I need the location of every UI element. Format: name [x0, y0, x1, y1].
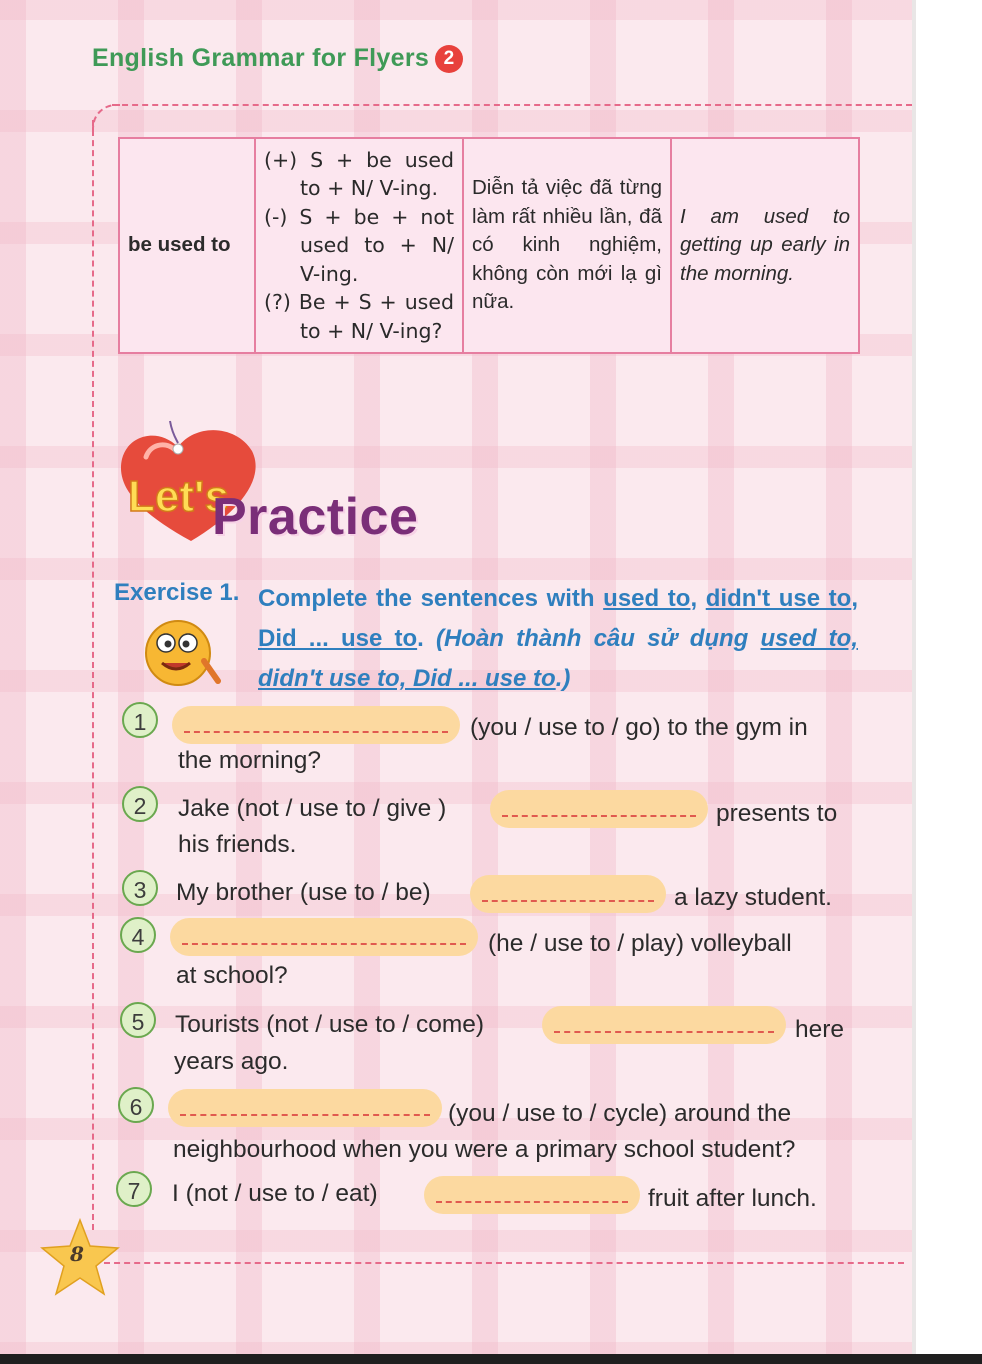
- term-cell: be used to: [119, 138, 255, 353]
- answer-blank-1[interactable]: [172, 706, 460, 744]
- question-text: My brother (use to / be): [176, 879, 431, 906]
- exercise-instruction: [258, 579, 858, 699]
- lets-text: Let's: [128, 472, 229, 521]
- question-text-cont: years ago.: [174, 1048, 289, 1075]
- frame-top-border: [112, 104, 912, 106]
- page-edge: [912, 0, 916, 1364]
- question-text: fruit after lunch.: [648, 1185, 817, 1212]
- question-text: I (not / use to / eat): [172, 1180, 378, 1207]
- question-text-cont: the morning?: [178, 747, 322, 774]
- book-title: English Grammar for Flyers: [92, 44, 430, 72]
- option-did-use-to: Did ... use to: [258, 625, 418, 652]
- question-text: here: [795, 1016, 845, 1043]
- question-text: a lazy student.: [674, 884, 832, 911]
- vietnamese-options: used to, didn't use to, Did ... use to: [258, 625, 858, 692]
- answer-blank-5[interactable]: [542, 1006, 786, 1044]
- meaning-cell: Diễn tả việc đã từng làm rất nhiều lần, đã có kinh nghiệm, không còn mới lạ gì nữa.: [463, 138, 671, 353]
- grammar-table: [118, 137, 860, 354]
- question-number: 5: [120, 1002, 156, 1038]
- instruction-text: Complete the sentences with: [258, 585, 604, 612]
- vietnamese-instruction: (Hoàn thành câu sử dụng: [435, 625, 761, 652]
- question-text: (he / use to / play) volleyball: [488, 930, 792, 957]
- scan-bottom-edge: [0, 1354, 982, 1364]
- question-text-cont: neighbourhood when you were a primary school student?: [173, 1136, 796, 1163]
- question-text: Tourists (not / use to / come): [175, 1011, 485, 1038]
- frame-bottom-border: [104, 1262, 904, 1264]
- book-header: [92, 44, 463, 73]
- answer-blank-3[interactable]: [470, 875, 666, 913]
- question-number: 1: [122, 702, 158, 738]
- form-negative: (-) S + be + not used to + N/ V-ing.: [264, 204, 454, 286]
- level-badge: 2: [435, 45, 463, 73]
- separator: ,: [851, 585, 858, 612]
- option-used-to: used to: [603, 585, 691, 612]
- question-text-cont: at school?: [176, 962, 288, 989]
- answer-blank-7[interactable]: [424, 1176, 640, 1214]
- example-cell: I am used to getting up early in the morning.: [671, 138, 859, 353]
- question-number: 2: [122, 786, 158, 822]
- form-question: (?) Be + S + used to + N/ V-ing?: [264, 290, 454, 343]
- answer-blank-2[interactable]: [490, 790, 708, 828]
- mascot-face-icon: [142, 615, 226, 687]
- option-didnt-use-to: didn't use to: [705, 585, 852, 612]
- question-number: 6: [118, 1087, 154, 1123]
- question-number: 4: [120, 917, 156, 953]
- answer-blank-6[interactable]: [168, 1089, 442, 1127]
- page-number: 8: [70, 1242, 84, 1266]
- question-text: (you / use to / go) to the gym in: [470, 714, 808, 741]
- question-number: 7: [116, 1171, 152, 1207]
- question-text-cont: his friends.: [178, 831, 297, 858]
- form-affirmative: (+) S + be used to + N/ V-ing.: [264, 147, 454, 201]
- exercise-label: Exercise 1.: [114, 579, 240, 606]
- practice-title: Practice: [212, 488, 419, 546]
- question-number: 3: [122, 870, 158, 906]
- separator: .: [417, 625, 436, 652]
- question-text: (you / use to / cycle) around the: [448, 1100, 792, 1127]
- vietnamese-end: .): [555, 665, 571, 692]
- forms-cell: [255, 138, 463, 353]
- question-text: Jake (not / use to / give ): [178, 795, 447, 822]
- question-text: presents to: [716, 800, 838, 827]
- table-row: [119, 138, 859, 353]
- frame-left-border: [92, 120, 94, 1230]
- answer-blank-4[interactable]: [170, 918, 478, 956]
- separator: ,: [690, 585, 706, 612]
